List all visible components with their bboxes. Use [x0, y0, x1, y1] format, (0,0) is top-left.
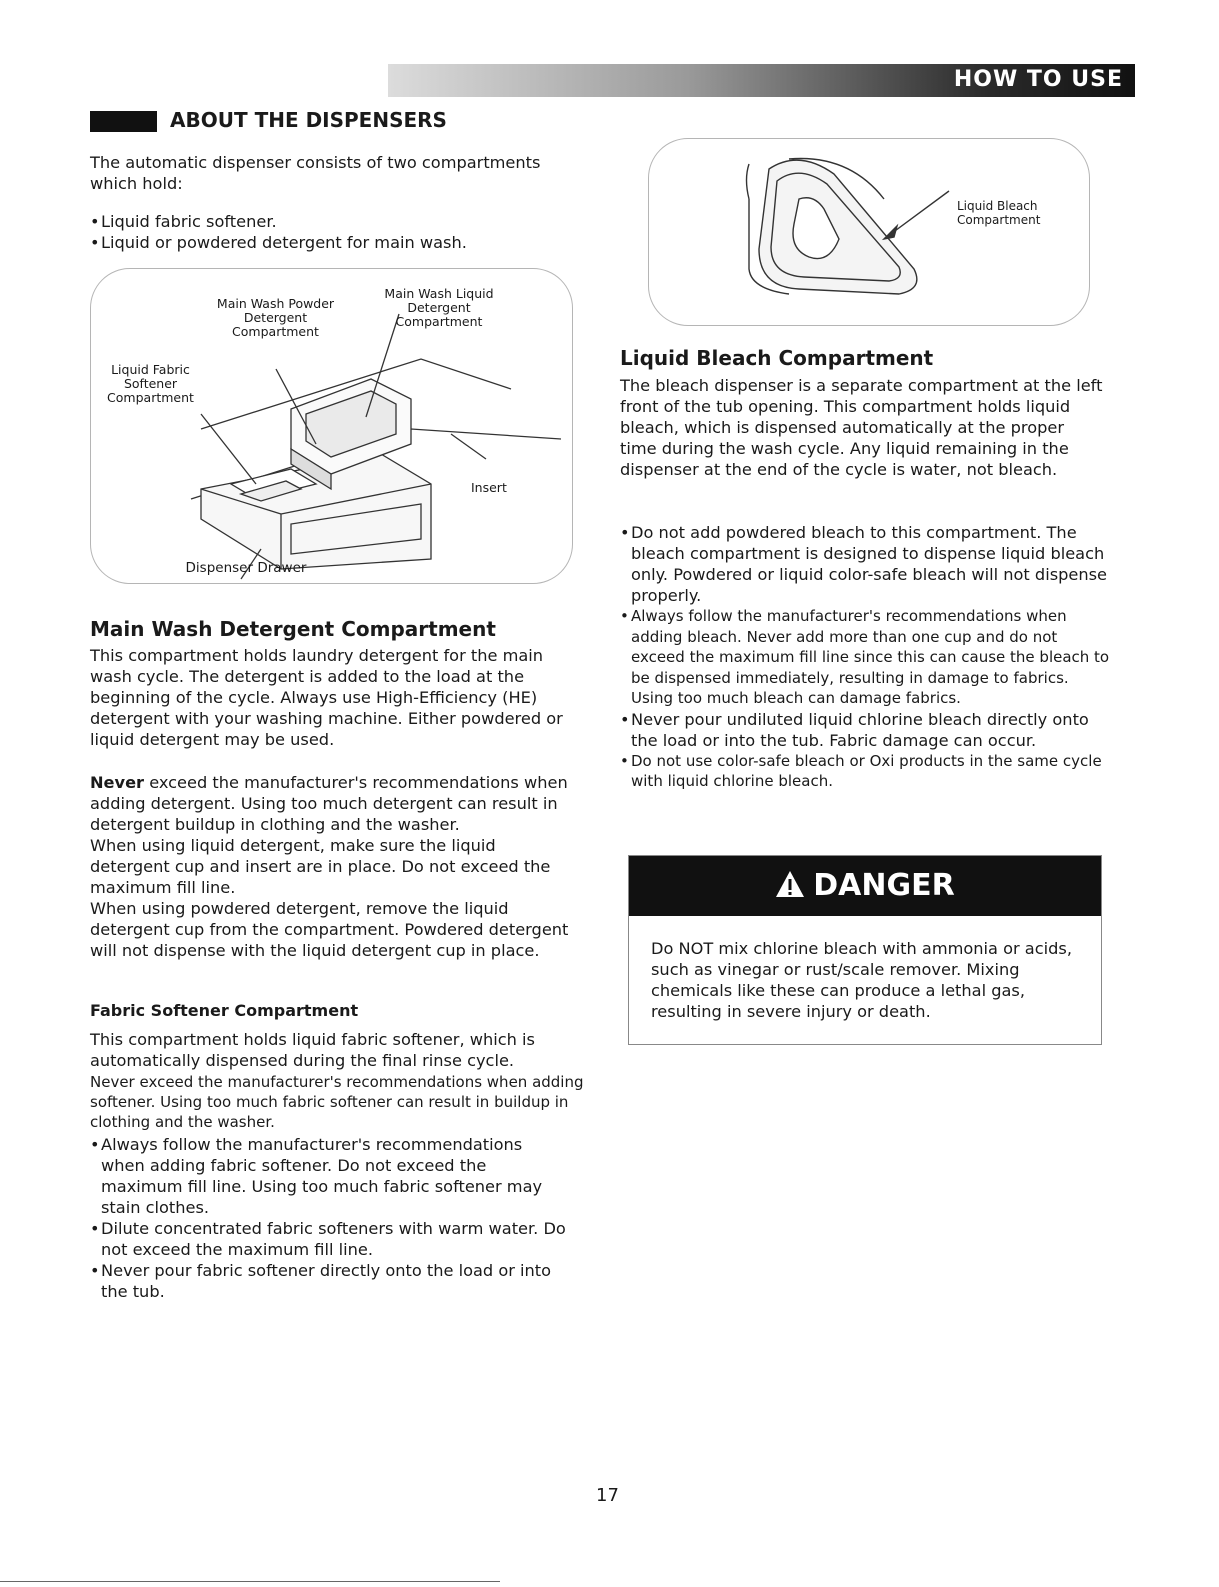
list-item: • Liquid fabric softener.: [90, 211, 570, 232]
list-item: • Never pour fabric softener directly onto the load or into the tub.: [90, 1260, 570, 1302]
insert-label: Insert: [471, 480, 507, 495]
softener-title: Fabric Softener Compartment: [90, 1001, 359, 1020]
warning-triangle-icon: [775, 870, 805, 898]
intro-text: The automatic dispenser consists of two compartments which hold:: [90, 153, 541, 193]
list-item: • Dilute concentrated fabric softeners with warm water. Do not exceed the maximum fill line.: [90, 1218, 570, 1260]
bleach-compartment-illustration: [649, 139, 1089, 325]
list-item: • Do not add powdered bleach to this compartment. The bleach compartment is designed to dispense liquid bleach only. Powdered or liquid color-safe bleach will not dispense properly.: [620, 522, 1110, 606]
bleach-compartment-figure: [648, 138, 1090, 326]
liquid-detergent-instructions: When using liquid detergent, make sure the liquid detergent cup and insert are in place. Do not exceed the maximum fill line.: [90, 836, 551, 897]
bleach-compartment-label: Liquid Bleach Compartment: [957, 199, 1041, 227]
warning-text: exceed the manufacturer's recommendations when adding detergent. Using too much detergent can result in detergent buildup in clothing and the washer.: [90, 773, 568, 834]
danger-notice: [628, 855, 1102, 1045]
footer-rule: [0, 1581, 500, 1582]
danger-title: DANGER: [813, 868, 955, 903]
softener-compartment-label: Liquid Fabric Softener Compartment: [107, 362, 194, 405]
softener-paragraph: This compartment holds liquid fabric softener, which is automatically dispensed during the final rinse cycle.: [90, 1030, 535, 1070]
bleach-title: Liquid Bleach Compartment: [620, 346, 934, 370]
bleach-paragraph: The bleach dispenser is a separate compartment at the left front of the tub opening. This compartment holds liquid bleach, which is dispensed automatically at the proper time during the wash cycle. Any liquid remaining in the dispenser at the end of the cycle is water, not bleach.: [620, 376, 1103, 479]
main-wash-paragraph: This compartment holds laundry detergent for the main wash cycle. The detergent is added to the load at the beginning of the cycle. Always use High-Efficiency (HE) detergent with your washing machine. Either powdered or liquid detergent may be used.: [90, 646, 563, 749]
list-item: • Always follow the manufacturer's recommendations when adding fabric softener. Do not exceed the maximum fill line. Using too much fabric softener may stain clothes.: [90, 1134, 570, 1218]
list-item: • Always follow the manufacturer's recommendations when adding bleach. Never add more than one cup and do not exceed the maximum fill line since this can cause the bleach to be dispensed immediately, resulting in damage to fabrics. Using too much bleach can damage fabrics.: [620, 606, 1110, 709]
section-title: ABOUT THE DISPENSERS: [170, 108, 447, 132]
banner-title: HOW TO USE: [953, 67, 1123, 92]
drawer-label: Dispenser Drawer: [185, 560, 307, 576]
page-number: 17: [596, 1485, 619, 1506]
danger-header: [629, 856, 1101, 916]
dispenser-drawer-figure: [90, 268, 573, 584]
softener-list: [90, 1134, 570, 1302]
never-emphasis: Never: [90, 773, 145, 792]
list-item: • Never pour undiluted liquid chlorine bleach directly onto the load or into the tub. Fabric damage can occur.: [620, 709, 1110, 751]
intro-list: [90, 211, 570, 253]
bleach-list: [620, 522, 1110, 791]
softener-warning: Never exceed the manufacturer's recommendations when adding softener. Using too much fabric softener can result in buildup in clothing and the washer.: [90, 1073, 584, 1131]
danger-text: Do NOT mix chlorine bleach with ammonia or acids, such as vinegar or rust/scale remover. Mixing chemicals like these can produce a lethal gas, resulting in severe injury or death.: [651, 939, 1072, 1021]
main-wash-warning: [90, 772, 580, 835]
list-item: • Do not use color-safe bleach or Oxi products in the same cycle with liquid chlorine bleach.: [620, 751, 1110, 791]
section-marker: [90, 111, 157, 132]
liquid-detergent-label: Main Wash Liquid Detergent Compartment: [384, 286, 494, 329]
powdered-detergent-instructions: When using powdered detergent, remove the liquid detergent cup from the compartment. Powdered detergent will not dispense with the liquid detergent cup in place.: [90, 899, 569, 960]
section-banner: [388, 64, 1135, 97]
main-wash-title: Main Wash Detergent Compartment: [90, 617, 496, 641]
powder-compartment-label: Main Wash Powder Detergent Compartment: [216, 296, 335, 339]
list-item: • Liquid or powdered detergent for main wash.: [90, 232, 570, 253]
